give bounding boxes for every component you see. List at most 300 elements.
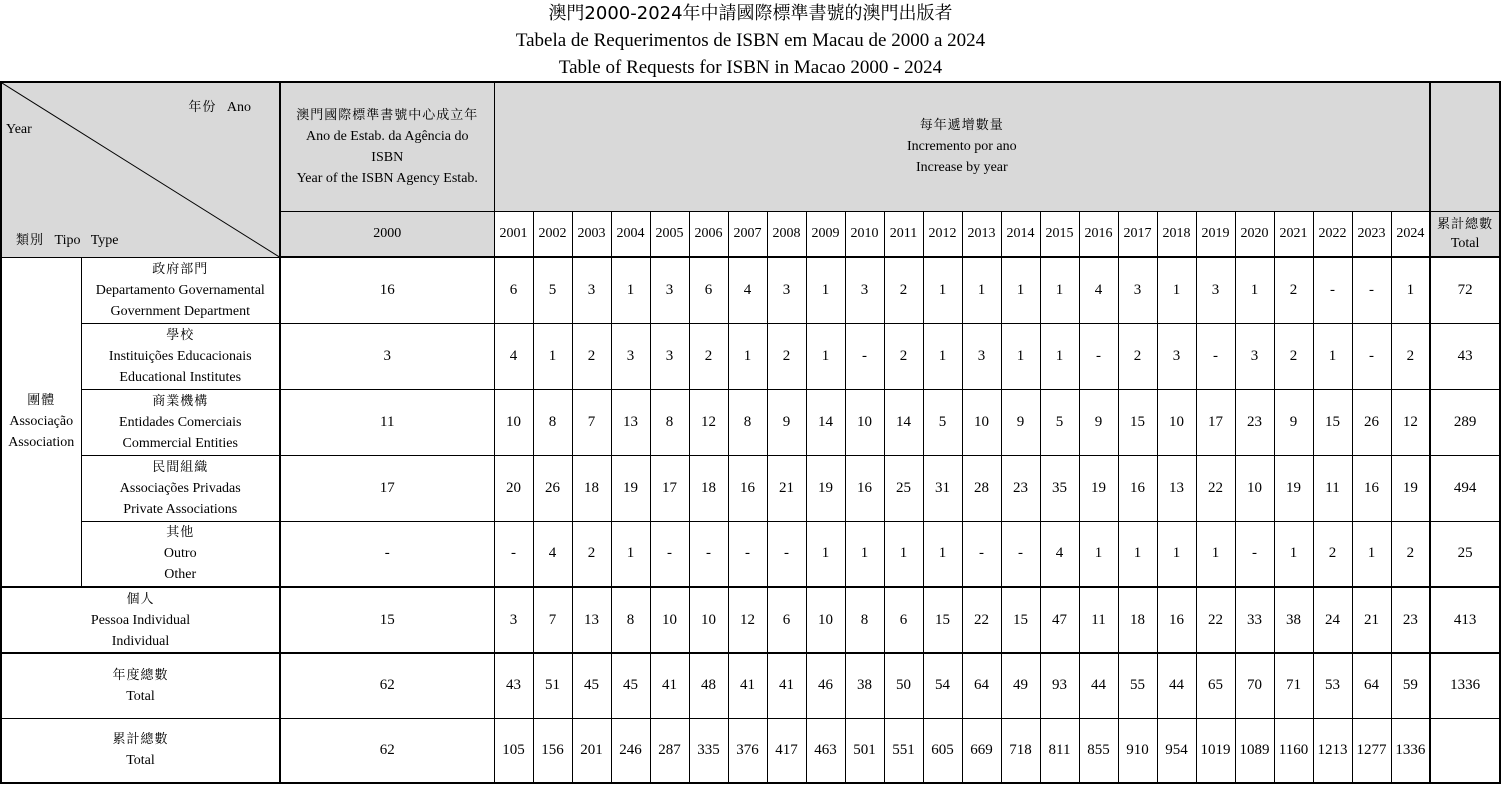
value-cell: 376 [728, 718, 767, 783]
value-cell: 48 [689, 653, 728, 718]
year-header-cell: 2003 [572, 211, 611, 257]
year-header-cell: 2015 [1040, 211, 1079, 257]
value-cell: 6 [689, 257, 728, 323]
value-cell: 41 [728, 653, 767, 718]
row-label-cell [81, 323, 280, 389]
value-cell: 1 [611, 257, 650, 323]
value-cell: - [1313, 257, 1352, 323]
value-cell: 44 [1157, 653, 1196, 718]
value-cell: 9 [1274, 389, 1313, 455]
title-chinese: 澳門2000-2024年中請國際標準書號的澳門出版者 [548, 3, 953, 24]
value-cell: 1 [611, 521, 650, 587]
value-cell: 12 [689, 389, 728, 455]
row-label-en: Total [126, 753, 155, 769]
value-cell: 811 [1040, 718, 1079, 783]
value-cell: 605 [923, 718, 962, 783]
title-portuguese: Tabela de Requerimentos de ISBN em Macau de 2000 a 2024 [515, 30, 986, 51]
year-header-cell: 2021 [1274, 211, 1313, 257]
row-label-cell [1, 653, 280, 718]
value-cell: 2 [767, 323, 806, 389]
row-label-zh: 個人 [126, 591, 155, 607]
value-cell: 2 [1118, 323, 1157, 389]
table-row [1, 323, 1500, 389]
value-cell: - [1079, 323, 1118, 389]
value-cell: 64 [962, 653, 1001, 718]
value-cell: 4 [1040, 521, 1079, 587]
value-cell: 26 [533, 455, 572, 521]
value-cell: 10 [806, 587, 845, 653]
value-cell: 1 [1040, 323, 1079, 389]
value-cell: 13 [1157, 455, 1196, 521]
value-cell: 38 [1274, 587, 1313, 653]
value-cell: 16 [1157, 587, 1196, 653]
cumulative-header-blank [1430, 82, 1500, 211]
value-cell: 18 [689, 455, 728, 521]
value-cell: 2 [1274, 257, 1313, 323]
cumulative-total-header-en: Total [1450, 235, 1480, 251]
value-cell: 19 [611, 455, 650, 521]
value-cell: 16 [1352, 455, 1391, 521]
row-label-cell [81, 389, 280, 455]
base-value-cell: 16 [280, 257, 494, 323]
value-cell: 16 [845, 455, 884, 521]
base-value-cell: - [280, 521, 494, 587]
value-cell: 669 [962, 718, 1001, 783]
value-cell: 22 [962, 587, 1001, 653]
value-cell: 18 [1118, 587, 1157, 653]
value-cell: 1 [806, 323, 845, 389]
corner-year-zh: 年份 [188, 100, 217, 115]
value-cell: 20 [494, 455, 533, 521]
value-cell: 10 [1235, 455, 1274, 521]
corner-year-en: Year [6, 122, 32, 137]
value-cell: 2 [1391, 323, 1430, 389]
row-label-zh: 商業機構 [152, 393, 209, 409]
value-cell: 14 [884, 389, 923, 455]
value-cell: 8 [650, 389, 689, 455]
year-header-cell: 2023 [1352, 211, 1391, 257]
value-cell: 718 [1001, 718, 1040, 783]
year-header-cell: 2017 [1118, 211, 1157, 257]
value-cell: 1 [923, 521, 962, 587]
value-cell: 1 [1313, 323, 1352, 389]
value-cell: 51 [533, 653, 572, 718]
value-cell: 44 [1079, 653, 1118, 718]
value-cell: 65 [1196, 653, 1235, 718]
row-label-pt: Departamento Governamental [95, 282, 265, 298]
value-cell: 201 [572, 718, 611, 783]
value-cell: 2 [1313, 521, 1352, 587]
total-value-cell [1430, 718, 1500, 783]
value-cell: 15 [1118, 389, 1157, 455]
row-label-en: Private Associations [123, 501, 238, 517]
corner-type-label [16, 230, 119, 251]
value-cell: 1 [1079, 521, 1118, 587]
value-cell: 47 [1040, 587, 1079, 653]
value-cell: 1 [962, 257, 1001, 323]
value-cell: 17 [650, 455, 689, 521]
value-cell: 41 [767, 653, 806, 718]
value-cell: - [1001, 521, 1040, 587]
table-row-annual-total [1, 653, 1500, 718]
base-value-cell: 11 [280, 389, 494, 455]
value-cell: 13 [611, 389, 650, 455]
value-cell: - [845, 323, 884, 389]
value-cell: 1 [1157, 521, 1196, 587]
value-cell: 7 [572, 389, 611, 455]
value-cell: 417 [767, 718, 806, 783]
corner-type-zh: 類別 [16, 232, 45, 248]
association-group-cell [1, 257, 81, 587]
value-cell: 8 [533, 389, 572, 455]
value-cell: 8 [845, 587, 884, 653]
value-cell: 1 [1196, 521, 1235, 587]
value-cell: 12 [1391, 389, 1430, 455]
table-row [1, 257, 1500, 323]
row-label-pt: Outro [163, 546, 197, 562]
value-cell: 12 [728, 587, 767, 653]
year-header-cell: 2016 [1079, 211, 1118, 257]
value-cell: 1 [806, 521, 845, 587]
value-cell: 71 [1274, 653, 1313, 718]
value-cell: 463 [806, 718, 845, 783]
header-row-top [1, 82, 1500, 211]
row-label-cell [81, 521, 280, 587]
value-cell: 1 [884, 521, 923, 587]
value-cell: 19 [1391, 455, 1430, 521]
increment-header-en: Increase by year [915, 160, 1008, 176]
value-cell: - [689, 521, 728, 587]
association-label-en: Association [8, 435, 75, 451]
value-cell: 46 [806, 653, 845, 718]
title-english: Table of Requests for ISBN in Macao 2000 - 2024 [558, 57, 943, 78]
value-cell: 1 [728, 323, 767, 389]
base-value-cell: 17 [280, 455, 494, 521]
corner-year-pt: Ano [226, 100, 251, 115]
association-label-zh: 團體 [27, 393, 56, 409]
value-cell: 45 [572, 653, 611, 718]
value-cell: 50 [884, 653, 923, 718]
year-header-cell: 2006 [689, 211, 728, 257]
table-row [1, 389, 1500, 455]
corner-type-en: Type [90, 232, 119, 248]
value-cell: 6 [767, 587, 806, 653]
value-cell: 501 [845, 718, 884, 783]
increment-header-zh: 每年遞增數量 [919, 118, 1004, 134]
value-cell: 6 [494, 257, 533, 323]
value-cell: - [650, 521, 689, 587]
table-row [1, 455, 1500, 521]
value-cell: - [1235, 521, 1274, 587]
value-cell: 23 [1391, 587, 1430, 653]
value-cell: 28 [962, 455, 1001, 521]
value-cell: 21 [767, 455, 806, 521]
base-value-cell: 3 [280, 323, 494, 389]
year-header-cell: 2019 [1196, 211, 1235, 257]
row-label-pt: Pessoa Individual [90, 612, 191, 628]
estab-header-zh: 澳門國際標準書號中心成立年 [296, 107, 479, 123]
value-cell: 3 [494, 587, 533, 653]
value-cell: 9 [1001, 389, 1040, 455]
row-label-cell [81, 455, 280, 521]
value-cell: - [1196, 323, 1235, 389]
value-cell: 22 [1196, 587, 1235, 653]
table-row [1, 521, 1500, 587]
value-cell: 1 [923, 257, 962, 323]
row-label-zh: 政府部門 [152, 261, 209, 277]
value-cell: 954 [1157, 718, 1196, 783]
value-cell: 49 [1001, 653, 1040, 718]
corner-year-label [188, 97, 251, 118]
value-cell: 2 [884, 257, 923, 323]
value-cell: 551 [884, 718, 923, 783]
value-cell: 1 [1001, 257, 1040, 323]
value-cell: 55 [1118, 653, 1157, 718]
value-cell: 26 [1352, 389, 1391, 455]
value-cell: 11 [1079, 587, 1118, 653]
row-label-cell [1, 587, 280, 653]
value-cell: - [728, 521, 767, 587]
row-label-en: Educational Institutes [119, 369, 242, 385]
association-label-pt: Associação [9, 414, 74, 430]
value-cell: 16 [1118, 455, 1157, 521]
value-cell: 54 [923, 653, 962, 718]
value-cell: 1160 [1274, 718, 1313, 783]
value-cell: 3 [572, 257, 611, 323]
row-label-zh: 民間組織 [152, 459, 209, 475]
year-header-cell: 2001 [494, 211, 533, 257]
value-cell: 2 [1391, 521, 1430, 587]
value-cell: 9 [1079, 389, 1118, 455]
value-cell: 246 [611, 718, 650, 783]
row-label-pt: Entidades Comerciais [119, 414, 242, 430]
value-cell: 156 [533, 718, 572, 783]
value-cell: 5 [923, 389, 962, 455]
value-cell: 3 [1118, 257, 1157, 323]
value-cell: 1213 [1313, 718, 1352, 783]
value-cell: 2 [572, 521, 611, 587]
value-cell: 24 [1313, 587, 1352, 653]
year-header-cell: 2007 [728, 211, 767, 257]
estab-header-cell [280, 82, 494, 211]
value-cell: 5 [1040, 389, 1079, 455]
year-header-cell: 2012 [923, 211, 962, 257]
value-cell: 335 [689, 718, 728, 783]
total-value-cell: 72 [1430, 257, 1500, 323]
value-cell: 70 [1235, 653, 1274, 718]
year-header-cell: 2024 [1391, 211, 1430, 257]
value-cell: 41 [650, 653, 689, 718]
value-cell: 4 [533, 521, 572, 587]
value-cell: 1 [1391, 257, 1430, 323]
value-cell: 11 [1313, 455, 1352, 521]
value-cell: 1 [1001, 323, 1040, 389]
value-cell: 6 [884, 587, 923, 653]
total-value-cell: 43 [1430, 323, 1500, 389]
year-header-cell: 2002 [533, 211, 572, 257]
isbn-requests-table [0, 81, 1501, 784]
value-cell: 3 [650, 257, 689, 323]
row-label-cell [81, 257, 280, 323]
corner-header-cell [1, 82, 280, 257]
value-cell: 15 [1313, 389, 1352, 455]
cumulative-total-header [1430, 211, 1500, 257]
value-cell: 1 [806, 257, 845, 323]
row-label-en: Commercial Entities [122, 435, 238, 451]
value-cell: 33 [1235, 587, 1274, 653]
value-cell: 1 [1157, 257, 1196, 323]
value-cell: 93 [1040, 653, 1079, 718]
value-cell: 21 [1352, 587, 1391, 653]
value-cell: 3 [1157, 323, 1196, 389]
row-label-cell [1, 718, 280, 783]
value-cell: - [1352, 323, 1391, 389]
total-value-cell: 289 [1430, 389, 1500, 455]
value-cell: 3 [767, 257, 806, 323]
value-cell: 5 [533, 257, 572, 323]
value-cell: 1 [1235, 257, 1274, 323]
value-cell: 910 [1118, 718, 1157, 783]
value-cell: 25 [884, 455, 923, 521]
year-header-cell: 2010 [845, 211, 884, 257]
value-cell: 1019 [1196, 718, 1235, 783]
row-label-pt: Instituições Educacionais [108, 348, 252, 364]
total-value-cell: 1336 [1430, 653, 1500, 718]
value-cell: 64 [1352, 653, 1391, 718]
value-cell: 18 [572, 455, 611, 521]
value-cell: 4 [494, 323, 533, 389]
year-header-cell: 2011 [884, 211, 923, 257]
value-cell: 10 [1157, 389, 1196, 455]
value-cell: 15 [923, 587, 962, 653]
value-cell: 17 [1196, 389, 1235, 455]
table-row-cumulative-total [1, 718, 1500, 783]
value-cell: 3 [1196, 257, 1235, 323]
estab-header-pt: Ano de Estab. da Agência do [305, 128, 469, 144]
value-cell: 1 [1352, 521, 1391, 587]
value-cell: 14 [806, 389, 845, 455]
value-cell: 1336 [1391, 718, 1430, 783]
value-cell: 3 [650, 323, 689, 389]
estab-header-en: Year of the ISBN Agency Estab. [296, 170, 478, 186]
value-cell: 1 [1274, 521, 1313, 587]
increment-header-cell [494, 82, 1430, 211]
value-cell: 1277 [1352, 718, 1391, 783]
value-cell: 53 [1313, 653, 1352, 718]
row-label-en: Government Department [110, 303, 251, 319]
year-header-cell: 2009 [806, 211, 845, 257]
row-label-en: Other [164, 567, 197, 583]
value-cell: 3 [962, 323, 1001, 389]
value-cell: 2 [884, 323, 923, 389]
total-value-cell: 494 [1430, 455, 1500, 521]
value-cell: 38 [845, 653, 884, 718]
value-cell: 22 [1196, 455, 1235, 521]
row-label-pt: Associações Privadas [119, 480, 241, 496]
value-cell: 45 [611, 653, 650, 718]
value-cell: 8 [728, 389, 767, 455]
year-header-cell: 2004 [611, 211, 650, 257]
value-cell: 4 [728, 257, 767, 323]
value-cell: 10 [494, 389, 533, 455]
year-header-cell: 2008 [767, 211, 806, 257]
value-cell: 7 [533, 587, 572, 653]
value-cell: 10 [845, 389, 884, 455]
table-row-individual [1, 587, 1500, 653]
row-label-en: Individual [111, 633, 170, 649]
row-label-zh: 學校 [166, 327, 195, 343]
value-cell: 2 [689, 323, 728, 389]
estab-header-pt-isbn: ISBN [371, 149, 404, 165]
value-cell: - [494, 521, 533, 587]
value-cell: 10 [689, 587, 728, 653]
base-value-cell: 62 [280, 653, 494, 718]
value-cell: 3 [1235, 323, 1274, 389]
year-header-cell: 2018 [1157, 211, 1196, 257]
value-cell: 9 [767, 389, 806, 455]
corner-type-pt: Tipo [54, 232, 81, 248]
year-header-cell: 2013 [962, 211, 1001, 257]
year-header-cell: 2020 [1235, 211, 1274, 257]
row-label-zh: 年度總數 [112, 667, 169, 683]
row-label-en: Total [126, 688, 155, 704]
value-cell: 13 [572, 587, 611, 653]
value-cell: 19 [806, 455, 845, 521]
value-cell: 105 [494, 718, 533, 783]
value-cell: 1089 [1235, 718, 1274, 783]
value-cell: - [1352, 257, 1391, 323]
value-cell: 10 [650, 587, 689, 653]
value-cell: 1 [1118, 521, 1157, 587]
base-value-cell: 15 [280, 587, 494, 653]
value-cell: 1 [1040, 257, 1079, 323]
value-cell: 1 [533, 323, 572, 389]
value-cell: 3 [611, 323, 650, 389]
value-cell: 1 [923, 323, 962, 389]
value-cell: 19 [1274, 455, 1313, 521]
value-cell: 23 [1001, 455, 1040, 521]
year-header-cell: 2005 [650, 211, 689, 257]
value-cell: 287 [650, 718, 689, 783]
base-value-cell: 62 [280, 718, 494, 783]
value-cell: 2 [572, 323, 611, 389]
table-title-block [0, 0, 1501, 82]
estab-year-cell: 2000 [280, 211, 494, 257]
value-cell: - [767, 521, 806, 587]
value-cell: 23 [1235, 389, 1274, 455]
value-cell: 35 [1040, 455, 1079, 521]
total-value-cell: 25 [1430, 521, 1500, 587]
value-cell: 8 [611, 587, 650, 653]
value-cell: 10 [962, 389, 1001, 455]
value-cell: 3 [845, 257, 884, 323]
row-label-zh: 累計總數 [112, 732, 169, 748]
value-cell: - [962, 521, 1001, 587]
value-cell: 59 [1391, 653, 1430, 718]
row-label-zh: 其他 [166, 525, 195, 541]
value-cell: 31 [923, 455, 962, 521]
value-cell: 2 [1274, 323, 1313, 389]
value-cell: 43 [494, 653, 533, 718]
cumulative-total-header-zh: 累計總數 [1437, 216, 1494, 232]
year-header-cell: 2014 [1001, 211, 1040, 257]
increment-header-pt: Incremento por ano [907, 139, 1017, 155]
value-cell: 19 [1079, 455, 1118, 521]
value-cell: 855 [1079, 718, 1118, 783]
year-header-cell: 2022 [1313, 211, 1352, 257]
value-cell: 15 [1001, 587, 1040, 653]
value-cell: 4 [1079, 257, 1118, 323]
